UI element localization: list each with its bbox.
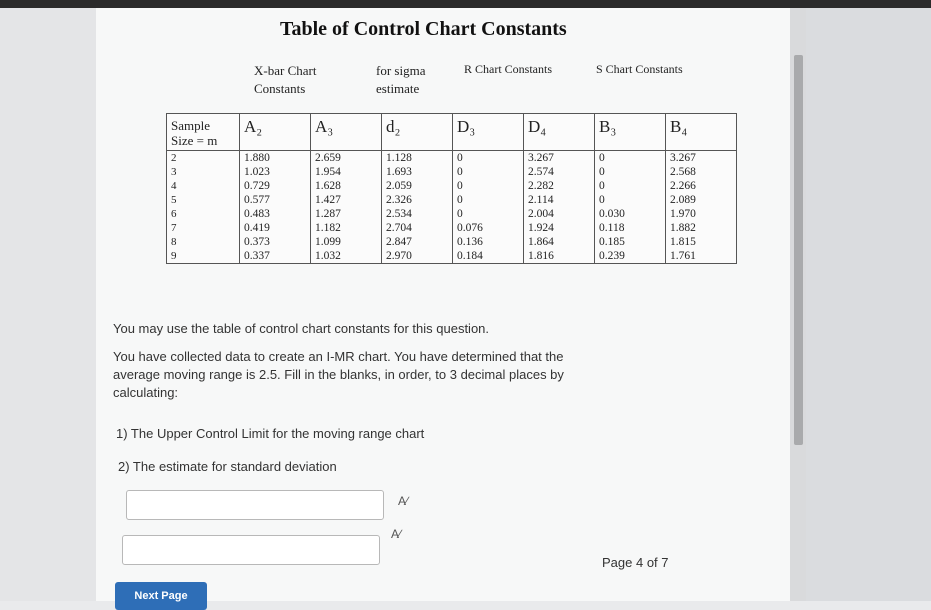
- constant-cell: 0: [595, 165, 666, 179]
- constant-cell: 2.574: [524, 165, 595, 179]
- table-row: [167, 249, 737, 264]
- constant-cell: 0: [453, 207, 524, 221]
- constant-cell: 1.924: [524, 221, 595, 235]
- constant-cell: 0.185: [595, 235, 666, 249]
- constant-cell: 1.880: [240, 151, 311, 166]
- constant-cell: 1.816: [524, 249, 595, 264]
- constant-cell: 1.099: [311, 235, 382, 249]
- table-row: [167, 179, 737, 193]
- constant-cell: 0: [453, 151, 524, 166]
- constant-cell: 0.419: [240, 221, 311, 235]
- instruction-text: You may use the table of control chart constants for this question.: [113, 321, 490, 336]
- answer-field-1[interactable]: [126, 490, 384, 520]
- constant-cell: 1.182: [311, 221, 382, 235]
- constant-cell: 1.032: [311, 249, 382, 264]
- constant-cell: 2.114: [524, 193, 595, 207]
- sample-size-cell: 3: [167, 165, 240, 179]
- constant-cell: 0.483: [240, 207, 311, 221]
- constant-cell: 0.373: [240, 235, 311, 249]
- table-row: [167, 193, 737, 207]
- constant-cell: 0: [595, 193, 666, 207]
- constant-cell: 2.282: [524, 179, 595, 193]
- constant-cell: 2.568: [666, 165, 737, 179]
- constant-cell: 0.729: [240, 179, 311, 193]
- sample-size-header-line1: Sample: [171, 118, 210, 133]
- constant-cell: 1.628: [311, 179, 382, 193]
- constant-cell: 1.128: [382, 151, 453, 166]
- sample-size-cell: 4: [167, 179, 240, 193]
- constant-cell: 2.266: [666, 179, 737, 193]
- constant-cell: 0.337: [240, 249, 311, 264]
- constant-cell: 2.970: [382, 249, 453, 264]
- question-line2: average moving range is 2.5. Fill in the blanks, in order, to 3 decimal places by: [113, 367, 564, 382]
- constant-cell: 2.326: [382, 193, 453, 207]
- constant-cell: 3.267: [666, 151, 737, 166]
- table-row: [167, 207, 737, 221]
- xbar-header-line2: Constants: [254, 81, 306, 96]
- sample-size-header-line2: Size = m: [171, 133, 218, 148]
- control-chart-constants-table: [166, 113, 737, 264]
- table-row: [167, 165, 737, 179]
- col-b3-header: B₃: [595, 114, 666, 151]
- question-paragraph: [113, 348, 564, 402]
- table-row: [167, 221, 737, 235]
- constant-cell: 1.970: [666, 207, 737, 221]
- col-d4-header: D₄: [524, 114, 595, 151]
- constant-cell: 2.847: [382, 235, 453, 249]
- constant-cell: 1.882: [666, 221, 737, 235]
- scrollbar-thumb[interactable]: [794, 55, 803, 445]
- constant-cell: 0: [595, 151, 666, 166]
- sample-size-cell: 5: [167, 193, 240, 207]
- constant-cell: 2.059: [382, 179, 453, 193]
- constant-cell: 1.287: [311, 207, 382, 221]
- sample-size-cell: 2: [167, 151, 240, 166]
- constant-cell: 0.030: [595, 207, 666, 221]
- sample-size-header: [167, 114, 240, 151]
- constant-cell: 0.239: [595, 249, 666, 264]
- table-row: [167, 235, 737, 249]
- left-margin: [0, 8, 96, 601]
- s-chart-header: S Chart Constants: [596, 62, 683, 76]
- constant-cell: 2.534: [382, 207, 453, 221]
- constant-cell: 2.089: [666, 193, 737, 207]
- table-title: Table of Control Chart Constants: [280, 18, 567, 40]
- constant-cell: 0: [453, 165, 524, 179]
- constant-cell: 1.954: [311, 165, 382, 179]
- constant-cell: 1.864: [524, 235, 595, 249]
- answer-field-2[interactable]: [122, 535, 380, 565]
- col-d2-header: d₂: [382, 114, 453, 151]
- constant-cell: 1.427: [311, 193, 382, 207]
- constant-cell: 0.136: [453, 235, 524, 249]
- constant-cell: 3.267: [524, 151, 595, 166]
- constant-cell: 2.704: [382, 221, 453, 235]
- constant-cell: 2.659: [311, 151, 382, 166]
- spellcheck-icon[interactable]: A∕: [398, 494, 409, 508]
- sample-size-cell: 7: [167, 221, 240, 235]
- col-a3-header: A₃: [311, 114, 382, 151]
- constant-cell: 0: [595, 179, 666, 193]
- constant-cell: 1.761: [666, 249, 737, 264]
- sigma-estimate-header: [376, 62, 425, 98]
- next-page-button[interactable]: Next Page: [115, 582, 207, 610]
- constant-cell: 0: [453, 193, 524, 207]
- col-b4-header: B₄: [666, 114, 737, 151]
- top-bar: [0, 0, 931, 8]
- col-a2-header: A₂: [240, 114, 311, 151]
- r-chart-header: R Chart Constants: [464, 62, 553, 76]
- question-line1: You have collected data to create an I-MR chart. You have determined that the: [113, 349, 564, 364]
- constant-cell: 0.076: [453, 221, 524, 235]
- constant-cell: 1.815: [666, 235, 737, 249]
- constant-cell: 1.693: [382, 165, 453, 179]
- constant-cell: 1.023: [240, 165, 311, 179]
- sigma-header-line2: estimate: [376, 81, 420, 96]
- sample-size-cell: 6: [167, 207, 240, 221]
- xbar-header-line1: X-bar Chart: [254, 63, 317, 78]
- spellcheck-icon[interactable]: A∕: [391, 527, 402, 541]
- constant-cell: 2.004: [524, 207, 595, 221]
- sigma-header-line1: for sigma: [376, 63, 426, 78]
- xbar-constants-header: [254, 62, 316, 98]
- constant-cell: 0.118: [595, 221, 666, 235]
- page-indicator: Page 4 of 7: [602, 555, 669, 570]
- table-row: [167, 151, 737, 166]
- question-line3: calculating:: [113, 385, 179, 400]
- question-item-1: 1) The Upper Control Limit for the moving range chart: [116, 426, 425, 441]
- constant-cell: 0.577: [240, 193, 311, 207]
- col-d3-header: D₃: [453, 114, 524, 151]
- right-margin: [806, 8, 931, 601]
- sample-size-cell: 9: [167, 249, 240, 264]
- constant-cell: 0.184: [453, 249, 524, 264]
- constant-cell: 0: [453, 179, 524, 193]
- question-item-2: 2) The estimate for standard deviation: [118, 459, 337, 474]
- table-header-row: [167, 114, 737, 151]
- sample-size-cell: 8: [167, 235, 240, 249]
